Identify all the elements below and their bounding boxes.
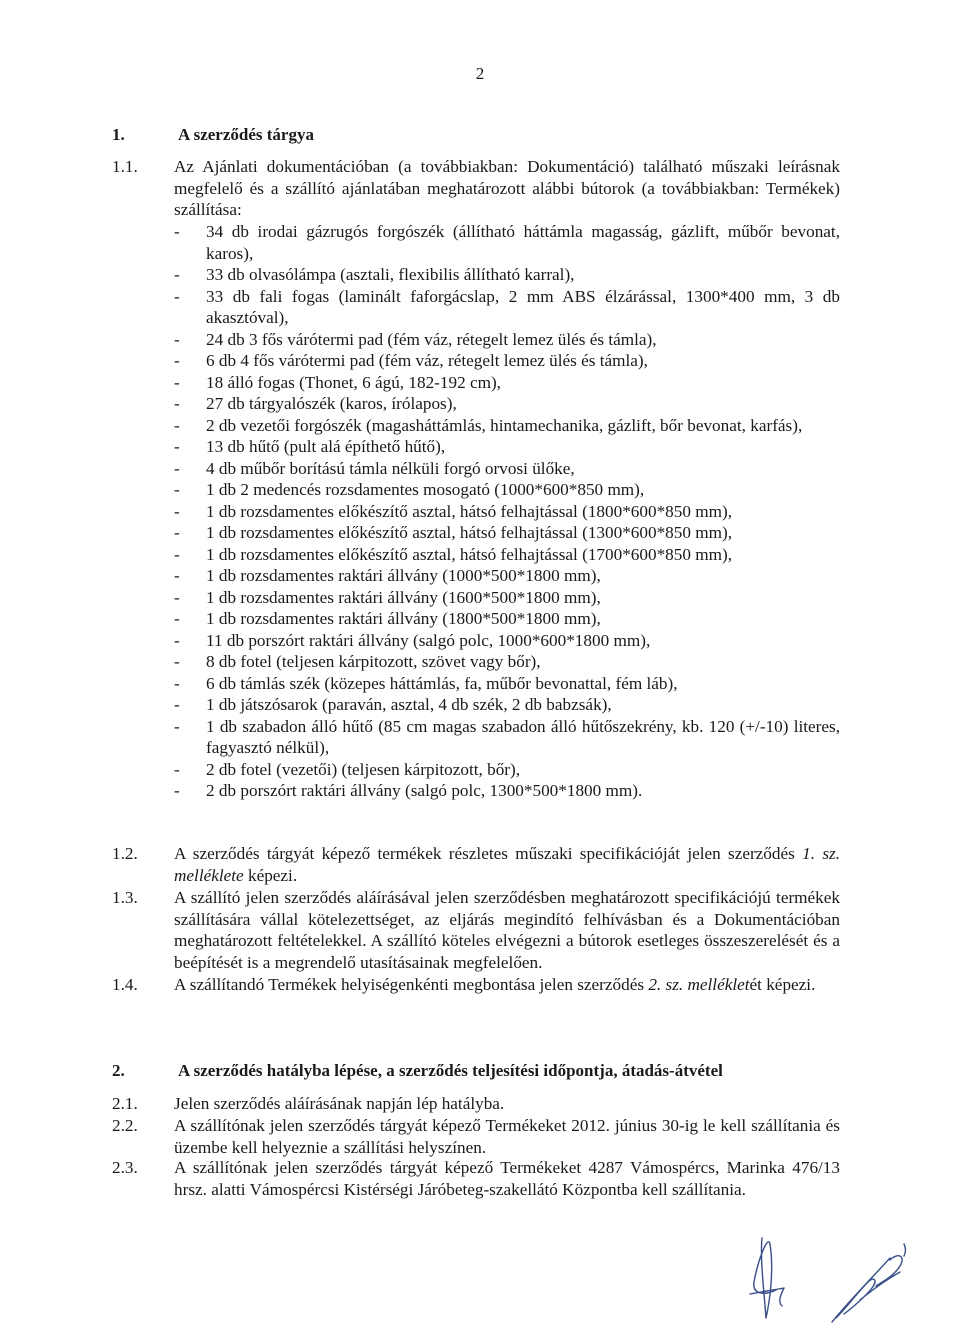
annex-reference: 1. sz. melléklete bbox=[174, 844, 840, 885]
list-item bbox=[174, 673, 840, 695]
list-item bbox=[174, 264, 840, 286]
page-number: 2 bbox=[475, 64, 485, 83]
section-2-number: 2. bbox=[112, 1061, 125, 1080]
list-dash: - bbox=[174, 372, 180, 392]
list-dash: - bbox=[174, 630, 180, 650]
list-item-text: 1 db játszósarok (paraván, asztal, 4 db szék, 2 db babzsák), bbox=[206, 695, 612, 714]
list-item-text: 11 db porszórt raktári állvány (salgó polc, 1000*600*1800 mm), bbox=[206, 630, 651, 650]
list-item bbox=[174, 587, 840, 609]
product-list bbox=[174, 221, 840, 802]
list-dash: - bbox=[174, 415, 180, 435]
list-item bbox=[174, 286, 840, 329]
list-dash: - bbox=[174, 351, 180, 370]
clause-text-part: A szerződés tárgyát képező termékek részletes műszaki specifikációját jelen szerződés bbox=[174, 844, 803, 863]
clause-1-3 bbox=[112, 887, 842, 973]
list-item-text: 34 db irodai gázrugós forgószék (állítható háttámla magasság, gázlift, műbőr bevonat, karos), bbox=[206, 222, 840, 263]
list-item-text: 2 db vezetői forgószék (magasháttámlás, hintamechanika, gázlift, bőr bevonat, karfás), bbox=[206, 415, 803, 435]
list-item-text: 13 db hűtő (pult alá építhető hűtő), bbox=[206, 437, 446, 456]
list-item-text: 6 db 4 fős várótermi pad (fém váz, rétegelt lemez ülés és támla), bbox=[206, 351, 648, 370]
list-item-text: 33 db fali fogas (laminált faforgácslap, 2 mm ABS élzárással, 1300*400 mm, 3 db akasztóval), bbox=[206, 286, 840, 327]
list-item bbox=[174, 372, 840, 394]
list-item bbox=[174, 479, 840, 501]
clause-text: A szállító jelen szerződés aláírásával jelen szerződésben meghatározott specifikációjú termékek szállítására vállal kötelezettséget, az eljárás megindító felhívásban és a Dokumentációban meghatározott feltételekkel. A szállító köteles elvégezni a bútorok esetleges összeszerelését és a beépítését is a megrendelő utasításainak megfelelően. bbox=[174, 888, 840, 972]
list-item-text: 1 db rozsdamentes előkészítő asztal, hátsó felhajtással (1800*600*850 mm), bbox=[206, 501, 732, 521]
clause-1-2 bbox=[112, 843, 842, 886]
list-item-text: 1 db 2 medencés rozsdamentes mosogató (1000*600*850 mm), bbox=[206, 480, 645, 499]
list-item bbox=[174, 501, 840, 523]
list-item-text: 1 db rozsdamentes raktári állvány (1600*500*1800 mm), bbox=[206, 587, 601, 607]
list-item bbox=[174, 694, 840, 716]
list-item bbox=[174, 522, 840, 544]
list-item bbox=[174, 436, 840, 458]
clause-text bbox=[174, 843, 840, 886]
list-dash: - bbox=[174, 609, 180, 628]
list-dash: - bbox=[174, 695, 180, 714]
clause-text-part: képezi. bbox=[243, 865, 298, 885]
list-dash: - bbox=[174, 716, 180, 736]
list-dash: - bbox=[174, 566, 180, 585]
list-item bbox=[174, 350, 840, 372]
clause-text-part: A szállítandó Termékek helyiségenkénti megbontása jelen szerződés bbox=[174, 975, 649, 994]
list-dash: - bbox=[174, 523, 180, 542]
section-2-title: A szerződés hatályba lépése, a szerződés teljesítési időpontja, átadás-átvétel bbox=[178, 1061, 723, 1080]
list-dash: - bbox=[174, 329, 180, 349]
list-item bbox=[174, 544, 840, 566]
list-item bbox=[174, 630, 840, 652]
list-item-text: 27 db tárgyalószék (karos, írólapos), bbox=[206, 394, 457, 413]
list-dash: - bbox=[174, 781, 180, 800]
list-dash: - bbox=[174, 458, 180, 478]
clause-2-1 bbox=[112, 1093, 842, 1115]
clause-number: 2.3. bbox=[112, 1158, 138, 1177]
clause-number: 1.4. bbox=[112, 975, 138, 994]
list-item-text: 8 db fotel (teljesen kárpitozott, szövet vagy bőr), bbox=[206, 652, 541, 671]
section-1-heading bbox=[112, 124, 314, 146]
list-item-text: 18 álló fogas (Thonet, 6 ágú, 182-192 cm), bbox=[206, 372, 501, 392]
clause-number: 1.3. bbox=[112, 888, 138, 907]
list-item bbox=[174, 415, 840, 437]
clause-number: 2.2. bbox=[112, 1116, 138, 1135]
list-item-text: 4 db műbőr borítású támla nélküli forgó orvosi ülőke, bbox=[206, 458, 575, 478]
list-dash: - bbox=[174, 437, 180, 456]
clause-text: Jelen szerződés aláírásának napján lép hatályba. bbox=[174, 1094, 505, 1113]
list-item bbox=[174, 221, 840, 264]
list-item-text: 1 db rozsdamentes előkészítő asztal, hátsó felhajtással (1300*600*850 mm), bbox=[206, 523, 732, 542]
list-item bbox=[174, 458, 840, 480]
list-item bbox=[174, 329, 840, 351]
clause-text-part: ét képezi. bbox=[749, 975, 816, 994]
section-2-heading bbox=[112, 1060, 723, 1082]
signatures bbox=[740, 1230, 920, 1330]
list-item bbox=[174, 780, 840, 802]
clause-text: Az Ajánlati dokumentációban (a továbbiakban: Dokumentáció) található műszaki leírásnak megfelelő és a szállító ajánlatában meghatározott alábbi bútorok (a továbbiakban: Termékek) szállítása: bbox=[174, 157, 840, 219]
list-item bbox=[174, 393, 840, 415]
list-dash: - bbox=[174, 544, 180, 564]
list-dash: - bbox=[174, 673, 180, 693]
list-item-text: 1 db rozsdamentes előkészítő asztal, hátsó felhajtással (1700*600*850 mm), bbox=[206, 544, 732, 564]
clause-1-4 bbox=[112, 974, 842, 996]
clause-number: 1.1. bbox=[112, 157, 138, 176]
list-item bbox=[174, 565, 840, 587]
clause-text: A szállítónak jelen szerződés tárgyát képező Termékeket 2012. június 30-ig le kell szállítania és üzembe kell helyeznie a szállítási helyszínen. bbox=[174, 1116, 840, 1157]
list-dash: - bbox=[174, 480, 180, 499]
clause-number: 1.2. bbox=[112, 844, 138, 863]
clause-number: 2.1. bbox=[112, 1094, 138, 1113]
list-item-text: 33 db olvasólámpa (asztali, flexibilis állítható karral), bbox=[206, 265, 575, 284]
list-dash: - bbox=[174, 587, 180, 607]
list-dash: - bbox=[174, 222, 180, 241]
clause-text bbox=[174, 974, 840, 996]
section-1-number: 1. bbox=[112, 125, 125, 144]
list-item-text: 2 db fotel (vezetői) (teljesen kárpitozott, bőr), bbox=[206, 759, 521, 779]
list-item-text: 1 db szabadon álló hűtő (85 cm magas szabadon álló hűtőszekrény, kb. 120 (+/-10) literes, fagyasztó nélkül), bbox=[206, 716, 840, 757]
list-item-text: 1 db rozsdamentes raktári állvány (1000*500*1800 mm), bbox=[206, 566, 601, 585]
list-item-text: 6 db támlás szék (közepes háttámlás, fa, műbőr bevonattal, fém láb), bbox=[206, 673, 678, 693]
clause-2-3 bbox=[112, 1157, 842, 1200]
section-1-title: A szerződés tárgya bbox=[178, 125, 314, 144]
signature-2 bbox=[832, 1244, 906, 1322]
list-dash: - bbox=[174, 265, 180, 284]
list-dash: - bbox=[174, 501, 180, 521]
annex-reference: 2. sz. melléklet bbox=[648, 975, 750, 994]
list-item bbox=[174, 608, 840, 630]
list-item-text: 2 db porszórt raktári állvány (salgó polc, 1300*500*1800 mm). bbox=[206, 781, 643, 800]
list-item-text: 1 db rozsdamentes raktári állvány (1800*500*1800 mm), bbox=[206, 609, 601, 628]
list-item bbox=[174, 651, 840, 673]
list-dash: - bbox=[174, 394, 180, 413]
list-dash: - bbox=[174, 652, 180, 671]
list-item bbox=[174, 716, 840, 759]
clause-text: A szállítónak jelen szerződés tárgyát képező Termékeket 4287 Vámospércs, Marinka 476/13 hrsz. alatti Vámospércsi Kistérségi Járóbeteg-szakellátó Központba kell szállítania. bbox=[174, 1158, 840, 1199]
clause-2-2 bbox=[112, 1115, 842, 1158]
clause-1-1 bbox=[112, 156, 842, 221]
list-item bbox=[174, 759, 840, 781]
list-dash: - bbox=[174, 286, 180, 306]
signature-1 bbox=[750, 1238, 784, 1318]
list-dash: - bbox=[174, 759, 180, 779]
list-item-text: 24 db 3 fős várótermi pad (fém váz, rétegelt lemez ülés és támla), bbox=[206, 329, 657, 349]
